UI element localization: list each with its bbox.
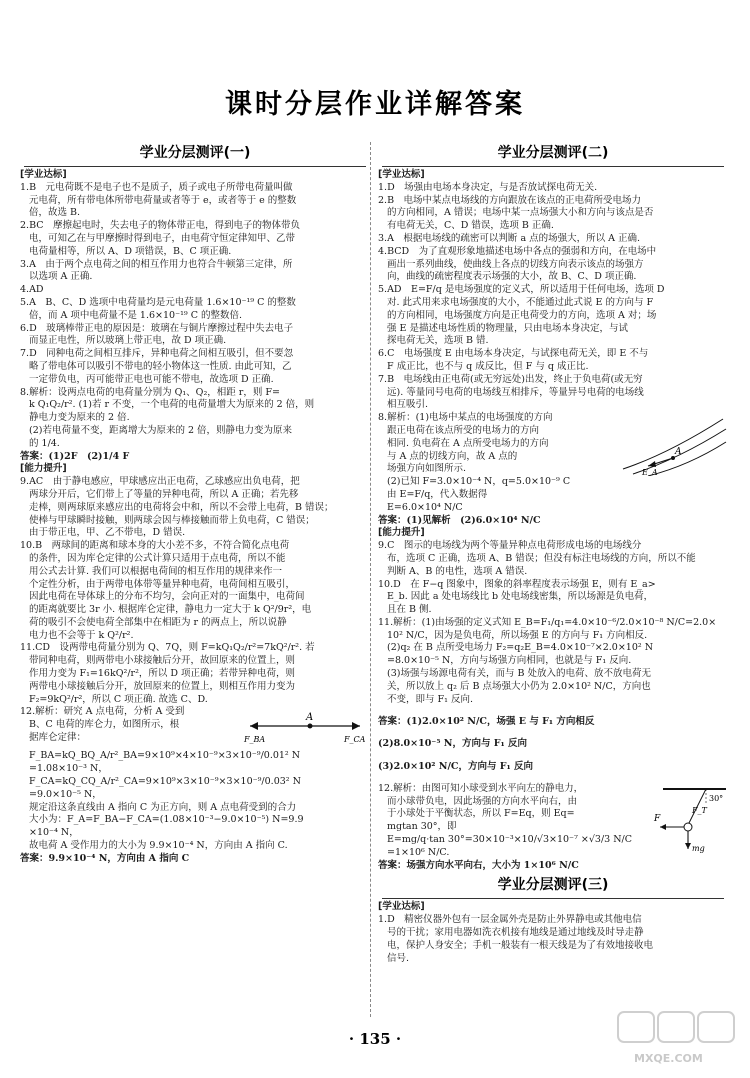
text-line: 一定带负电，丙可能带正电也可能不带电，故选项 D 正确.: [29, 373, 274, 385]
text-line: 关，所以放上 q₂ 后 B 点场强大小仍为 2.0×10² N/C，方向也: [387, 680, 651, 692]
text-line: 12.解析：由图可知小球受到水平向左的静电力，: [378, 782, 584, 794]
text-line: 略了带电体可以吸引不带电的轻小物体这一性质. 由此可知，乙: [29, 360, 292, 372]
fig-label-a: A: [675, 447, 682, 458]
fig-label-ft: F_T: [692, 805, 707, 815]
section-rule: [382, 898, 724, 899]
section-title-3: 学业分层测评(三): [497, 877, 609, 894]
text-line: 远). 等量同号电荷的电场线互相排斥，等量异号电荷的电场线: [387, 386, 644, 398]
text-line: 使棒与甲球瞬时接触，则两球会因与棒接触而带上负电荷，C 错误；: [29, 514, 315, 526]
answer-item: [378, 374, 728, 412]
watermark-logo: [610, 1008, 740, 1070]
answer-line: 答案：场强方向水平向右，大小为 1×10⁶ N/C: [378, 859, 579, 871]
text-line: 有电荷无关，C、D 错误，选项 B 正确.: [387, 220, 554, 232]
text-line: 而显正电性，所以玻璃上带正电，故 D 项正确.: [29, 335, 227, 347]
text-line: 因此电荷在导体球上的分布不均匀，会向正对的一面集中，电荷间: [29, 591, 305, 603]
answer-line: 答案：9.9×10⁻⁴ N，方向由 A 指向 C: [20, 852, 190, 864]
column-divider: [370, 142, 371, 1017]
text-line: F₂=9kQ²/r²，所以 C 项正确. 故选 C、D.: [29, 693, 208, 705]
text-line: 的距离就要比 3r 小. 根据库仑定律，静电力一定大于 k Q²/9r²，电: [29, 604, 312, 616]
text-line: 10.D 在 F−q 图象中，图象的斜率程度表示场强 E，则有 E_a>: [378, 578, 656, 590]
text-line: 2.B 电场中某点电场线的方向跟放在该点的正电荷所受电场力: [378, 194, 642, 206]
text-line: F 成正比，也不与 q 成反比，但 F 与 q 成正比.: [387, 360, 589, 372]
text-line: (2)已知 F=3.0×10⁻⁴ N，q=5.0×10⁻⁹ C: [387, 476, 571, 488]
text-line: B、C 电荷的库仑力，如图所示，根: [29, 719, 180, 731]
text-line: 用公式去计算. 我们可以根据电荷间的相互作用的规律来作一: [29, 565, 283, 577]
answer-line: 答案：(1)见解析 (2)6.0×10⁴ N/C: [378, 514, 541, 526]
fig-label-f: F: [654, 813, 661, 824]
text-line: 5.AD E=F/q 是电场强度的定义式，所以适用于任何电场，选项 D: [378, 284, 665, 296]
answer-item: [378, 182, 728, 195]
text-line: 两带电小球接触后分开，放回原来的位置上，则相互作用力变为: [29, 680, 296, 692]
text-line: 元电荷，所有带电体所带电荷量或者等于 e，或者等于 e 的整数: [29, 194, 297, 206]
answer-item: [378, 233, 728, 246]
tag-basic: [学业达标]: [20, 169, 67, 180]
field-line-diagram-q8: [618, 414, 728, 476]
text-line: E=mg/q·tan 30°=30×10⁻³×10/√3×10⁻⁷ ×√3/3 N/C: [387, 834, 633, 846]
force-diagram-q12: [240, 708, 370, 748]
fig-label-fca: F_CA: [344, 735, 366, 745]
text-line: 带同种电荷，则两带电小球接触后分开，故回原来的位置上，则: [29, 655, 296, 667]
answer-item: [20, 284, 370, 297]
text-line: (3)场强与场源电荷有关，而与 B 处放入的电荷、放不放电荷无: [387, 668, 651, 680]
text-line: 探电荷无关，选项 B 错.: [387, 335, 489, 347]
text-line: (3)2.0×10² N/C，方向与 F₁ 反向: [378, 760, 534, 772]
answer-item: [20, 642, 370, 706]
text-line: 5.A B、C、D 选项中电荷量均是元电荷量 1.6×10⁻¹⁹ C 的整数: [20, 296, 296, 308]
text-line: 静电力变为原来的 2 倍.: [29, 412, 130, 424]
text-line: 判断 A、B 的电性，选项 A 错误.: [387, 565, 528, 577]
section-title-1: 学业分层测评(一): [139, 145, 251, 161]
text-line: 9.C 图示的电场线为两个等量异种点电荷形成电场的电场线分: [378, 540, 642, 552]
text-line: E_b. 因此 a 处电场线比 b 处电场线密集，所以场源是负电荷，: [387, 591, 654, 603]
text-line: 相互吸引.: [387, 399, 429, 411]
answer-item: [378, 348, 728, 374]
text-line: (2)q₂ 在 B 点所受电场力 F₂=q₂E_B=4.0×10⁻⁷×2.0×10² N: [387, 642, 654, 654]
text-line: 8.解析：设两点电荷的电荷量分别为 Q₁、Q₂，相距 r，则 F=: [20, 386, 280, 398]
answer-item: [20, 323, 370, 349]
tag-advanced: [能力提升]: [378, 527, 425, 539]
answer-item: [378, 914, 728, 965]
text-line: F_BA=kQ_BQ_A/r²_BA=9×10⁹×4×10⁻⁹×3×10⁻⁹/0.01² N: [29, 750, 301, 762]
text-line: 1.D 场强由电场本身决定，与是否放试探电荷无关.: [378, 181, 598, 193]
text-line: 跟正电荷在该点所受的电场力的方向: [387, 424, 540, 436]
text-line: 1.D 精密仪器外包有一层金属外壳是防止外界静电或其他电信: [378, 914, 642, 926]
text-line: 10.B 两球间的距离和球本身的大小差不多，不符合简化点电荷: [20, 540, 290, 552]
text-line: 的方向相同，A 错误；电场中某一点场强大小和方向与该点是否: [387, 207, 654, 219]
text-line: 荷的吸引不会使电荷全部集中在相距为 r 的两点上，所以说静: [29, 616, 287, 628]
page-title: 课时分层作业详解答案: [225, 89, 525, 120]
text-line: 2.BC 摩擦起电时，失去电子的物体带正电，得到电子的物体带负: [20, 220, 300, 232]
answer-item: [378, 246, 728, 284]
text-line: 电，可知乙在与甲摩擦时得到电子，由电荷守恒定律知甲、乙带: [29, 232, 296, 244]
text-line: 11.解析：(1)由场强的定义式知 E_B=F₁/q₁=4.0×10⁻⁶/2.0×10⁻⁸ N/C=2.0×: [378, 616, 717, 628]
text-line: 场强方向如图所示.: [387, 463, 467, 475]
text-line: 相同. 负电荷在 A 点所受电场力的方向: [387, 437, 549, 449]
text-line: (2)若电荷量不变，距离增大为原来的 2 倍，则静电力变为原来: [29, 424, 293, 436]
text-line: 大小为：F_A=F_BA−F_CA=(1.08×10⁻³−9.0×10⁻⁵) N=9.9: [29, 814, 304, 826]
text-line: 8.解析：(1)电场中某点的电场强度的方向: [378, 412, 553, 424]
answer-item: [378, 540, 728, 578]
section-title-2: 学业分层测评(二): [497, 145, 609, 161]
text-line: 两球分开后，它们带上了等量的异种电荷，所以 A 正确；若先移: [29, 488, 299, 500]
answer-item: [20, 297, 370, 323]
text-line: 7.D 同种电荷之间相互排斥，异种电荷之间相互吸引，但不要忽: [20, 348, 294, 360]
fig-label-mg: mg: [692, 843, 705, 853]
text-line: 由 E=F/q，代入数据得: [387, 488, 488, 500]
text-line: 3.A 由于两个点电荷之间的相互作用力也符合牛顿第三定律，所: [20, 258, 293, 270]
text-line: 不变，即与 F₁ 反向.: [387, 693, 473, 705]
text-line: 以选项 A 正确.: [29, 271, 93, 283]
text-line: 且在 B 侧.: [387, 604, 432, 616]
text-line: 的方向相同，电场强度方向是正电荷受力的方向，选项 A 对；场: [387, 309, 657, 321]
text-line: 11.CD 设两带电荷量分别为 Q、7Q，则 F=kQ₁Q₂/r²=7kQ²/r². 若: [20, 642, 315, 654]
text-line: 4.BCD 为了直观形象地描述电场中各点的强弱和方向，在电场中: [378, 245, 657, 257]
text-line: 号的干扰；家用电器如洗衣机接有地线是通过地线及时导走静: [387, 927, 644, 939]
text-line: 倍，而 A 项中电荷量不是 1.6×10⁻¹⁹ C 的整数倍.: [29, 309, 243, 321]
text-line: 答案：(1)2.0×10² N/C，场强 E 与 F₁ 方向相反: [378, 715, 595, 727]
text-line: 3.A 根据电场线的疏密可以判断 a 点的场强大，所以 A 正确.: [378, 232, 641, 244]
answer-item: [20, 476, 370, 540]
text-line: k Q₁Q₂/r². (1)若 r 不变，一个电荷的电荷量增大为原来的 2 倍，则: [29, 399, 315, 411]
answer-block: [378, 716, 728, 773]
text-line: 对. 此式用来求电场强度的大小，不能通过此式说 E 的方向与 F: [387, 296, 654, 308]
text-line: =8.0×10⁻⁵ N，方向与场强方向相同，也就是与 F₁ 反向.: [387, 655, 632, 667]
answer-item: [20, 220, 370, 258]
fig-label-fba: F_BA: [244, 735, 266, 745]
text-line: E=6.0×10⁴ N/C: [387, 501, 463, 513]
answer-item: [20, 259, 370, 285]
text-line: 向，曲线的疏密程度表示场强的大小，故 B、C、D 项正确.: [387, 271, 637, 283]
text-line: 个定性分析，由于两带电体带等量异种电荷，电荷间相互吸引，: [29, 578, 296, 590]
answer-item: [20, 182, 370, 220]
fig-angle: 30°: [709, 793, 724, 803]
text-line: 走棒，则两球原来感应出的电荷将会中和，所以不会带上电荷，B 错误；: [29, 501, 334, 513]
text-line: 的条件，因为库仑定律的公式计算只适用于点电荷，所以不能: [29, 552, 286, 564]
tag-basic: [学业达标]: [378, 901, 425, 913]
text-line: 与 A 点的切线方向，故 A 点的: [387, 450, 518, 462]
left-column: [20, 140, 370, 1010]
text-line: 而小球带负电，因此场强的方向水平向右，由: [387, 795, 578, 807]
text-line: 10² N/C，因为是负电荷，所以场强 E 的方向与 F₁ 方向相反.: [387, 629, 648, 641]
section-rule: [24, 166, 366, 167]
text-line: 强 E 是描述电场性质的物理量，只由电场本身决定，与试: [387, 322, 628, 334]
watermark-text: MXQE.COM: [634, 1052, 703, 1065]
text-line: 画出一系列曲线，使曲线上各点的切线方向表示该点的场强方: [387, 258, 644, 270]
page-number: · 135 ·: [348, 1030, 402, 1048]
text-line: 7.B 电场线由正电荷(或无穷远处)出发，终止于负电荷(或无穷: [378, 373, 643, 385]
answer-item: [20, 387, 370, 451]
text-line: mgtan 30°，即: [387, 821, 457, 833]
answer-line: 答案：(1)2F (2)1/4 F: [20, 450, 130, 462]
text-line: 1.B 元电荷既不是电子也不是质子，质子或电子所带电荷量叫做: [20, 181, 293, 193]
answer-item: [20, 540, 370, 642]
section-rule: [382, 166, 724, 167]
text-line: 4.AD: [20, 284, 44, 296]
pendulum-diagram-q12: [648, 785, 728, 855]
text-line: F_CA=kQ_CQ_A/r²_CA=9×10⁹×3×10⁻⁹×3×10⁻⁹/0.03² N: [29, 776, 301, 788]
text-line: 电，保护人身安全；手机一般装有一根天线是为了有效地接收电: [387, 939, 654, 951]
tag-basic: [学业达标]: [378, 169, 425, 180]
fig-label-ea: E_A: [642, 468, 658, 477]
text-line: 12.解析：研究 A 点电荷，分析 A 受到: [20, 706, 185, 718]
text-line: 电荷量相等，所以 A、D 项错误，B、C 项正确.: [29, 245, 232, 257]
text-line: ×10⁻⁴ N，: [29, 827, 79, 839]
text-line: 9.AC 由于静电感应，甲球感应出正电荷，乙球感应出负电荷，把: [20, 476, 300, 488]
text-line: 布，选项 C 正确，选项 A、B 错误；但没有标注电场线的方向，所以不能: [387, 552, 696, 564]
text-line: 于小球处于平衡状态，所以 F=Eq，则 Eq=: [387, 808, 575, 820]
answer-item: [378, 284, 728, 348]
text-line: 的 1/4.: [29, 437, 60, 449]
tag-advanced: [能力提升]: [20, 463, 67, 475]
text-line: 6.D 玻璃棒带正电的原因是：玻璃在与铜片摩擦过程中失去电子: [20, 322, 294, 334]
text-line: =9.0×10⁻⁵ N，: [29, 788, 102, 800]
answer-item: [378, 195, 728, 233]
right-column: [378, 140, 728, 1010]
answer-item: [378, 617, 728, 707]
text-line: (2)8.0×10⁻⁵ N，方向与 F₁ 反向: [378, 738, 527, 750]
answer-item: [20, 348, 370, 386]
text-line: 规定沿这条直线由 A 指向 C 为正方向，则 A 点电荷受到的合力: [29, 801, 297, 813]
text-line: 6.C 电场强度 E 由电场本身决定，与试探电荷无关，即 E 不与: [378, 348, 649, 360]
text-line: 作用力变为 F₁=16kQ²/r²，所以 D 项正确；若带异种电荷，则: [29, 668, 296, 680]
text-line: 故电荷 A 受作用力的大小为 9.9×10⁻⁴ N，方向由 A 指向 C.: [29, 840, 288, 852]
text-line: =1×10⁶ N/C.: [387, 846, 450, 858]
text-line: 由于带正电，甲、乙不带电，D 错误.: [29, 527, 186, 539]
text-line: 据库仑定律：: [29, 732, 87, 744]
text-line: 信号.: [387, 952, 410, 964]
text-line: 倍，故选 B.: [29, 207, 81, 219]
answer-item: [378, 579, 728, 617]
fig-label-a: A: [306, 712, 314, 724]
text-line: 电力也不会等于 k Q²/r².: [29, 629, 134, 641]
text-line: =1.08×10⁻³ N，: [29, 763, 108, 775]
